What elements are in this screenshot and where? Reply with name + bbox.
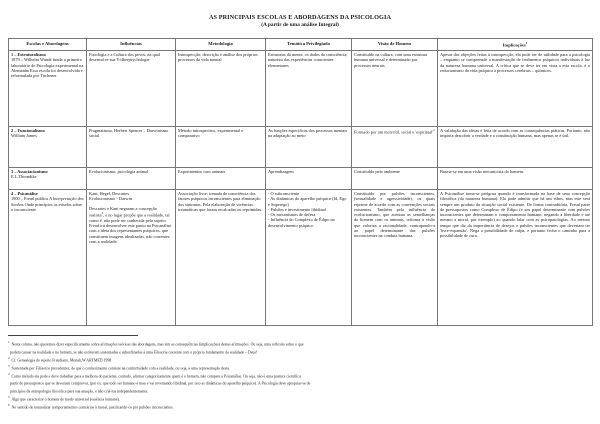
- vision-text-b: material: [384, 129, 400, 135]
- footnote-text: No sentido de naturalizar comportamentos contrários à moral, justificando-os por pulsões inconscientes.: [11, 405, 174, 410]
- header-methodology: Metodologia: [176, 39, 266, 51]
- influences-text-1: Kant, Hegel, Descartes: [89, 191, 130, 196]
- footnote: [8, 372, 592, 380]
- footnote-number: 1: [8, 340, 10, 344]
- theme-item: - Pulsões e investimento libidinal: [268, 206, 326, 212]
- footnote-text: princípios da antropologia filosófica para sua atuação, e não criá-los independentemente.: [10, 389, 149, 394]
- footnote-ref: 2: [433, 128, 435, 132]
- influences-text-3: , e no lugar propõe que a realidade, tal como é, não pode ser conhecida pelo sujeito. Freud irá desenvolver este ponto na Psicanálise com a ideia dos representantes psíquicos, que constituem imagens idealizadas, não correntes com a realidade.: [89, 212, 172, 244]
- school-cell: [9, 190, 87, 326]
- influences-text-2a: Descartes e Kant negaram a concepção realista: [89, 205, 157, 218]
- vision-cell: Constituído por pulsões inconscientes, (sexualidade e agressividade), os quais reprime de acordo com as convenções sociais existentes. Também pela influência do evolucionismo, que acentua as semelhanças do homem com os animais, reforma à visão que valoriza a racionalidade, contrapondo-a ao papel determinante das pulsões inconscientes na conduta humana.: [352, 190, 438, 326]
- footnote: [8, 364, 592, 372]
- footnote-text: podem causar na realidade e no homem, se não estiverem sustentadas e subordinadas à uma Filosofia coerente com o próprio fundamento da realidade – Deus!: [10, 350, 258, 355]
- footnote-divider: [8, 335, 138, 336]
- school-name: 4 – Psicanálise: [11, 191, 38, 196]
- school-name: 3 – Associacionismo: [11, 169, 48, 174]
- school-description: E.L.Thorndike: [11, 174, 37, 180]
- vision-cell: Constituído pelo ambiente: [352, 168, 438, 190]
- header-implications: [438, 39, 593, 51]
- footnote-number: 4: [8, 371, 10, 376]
- footnote-number: 2: [8, 355, 10, 360]
- theme-cell: Estruturas da mente, os dados da consciência; natureza das experiências conscientes elementares: [266, 51, 352, 127]
- psychology-schools-table: [8, 38, 593, 326]
- school-text-a: 1900 – Freud publica: [11, 196, 50, 202]
- methodology-cell: Introspecção; descrição e análise dos próprios processos da vida mental: [176, 51, 266, 127]
- influences-cell: [87, 190, 176, 326]
- footnote: [8, 403, 592, 411]
- school-name: 1 – Estruturalismo: [11, 52, 46, 57]
- influences-cell: Pragmatismo, Herbert Spencer – Darwinismo social: [87, 127, 176, 168]
- methodology-cell: Associação livre; tomada de consciência dos fatores psíquicos inconscientes para eliminação dos sintomas. Pela elaboração de vivências traumáticas que foram recalcadas ou reprimidas.: [176, 190, 266, 326]
- table-row: [9, 127, 593, 168]
- footnote-number: 6: [8, 403, 10, 408]
- school-description: 1879 – Wilhelm Wundt funda o primeiro laboratório de Psicologia experimental na Alemanha Essa escola foi desenvolvida e reformulada por Titchener: [11, 57, 84, 79]
- table-row: [9, 190, 593, 326]
- document-subtitle: (A partir de uma análise Integral): [261, 22, 339, 28]
- school-text-b: A Interpretação dos Sonhos: [11, 196, 84, 207]
- theme-item: - As dinâmicas do aparelho psíquico (Id, Ego e Superego): [268, 196, 347, 207]
- footnote-number: 5: [8, 395, 10, 400]
- footnote: [8, 379, 592, 387]
- theme-item: - Influência do Complexo de Édipo no desenvolvimento psíquico: [268, 217, 335, 228]
- footnote: [8, 356, 592, 364]
- methodology-cell: Método introspectivo, experimental e comparativo: [176, 127, 266, 168]
- school-text-c: Onde princípios os estudos sobre o inconsciente: [11, 201, 83, 212]
- header-theme: Temática Privilegiada: [266, 39, 352, 51]
- implications-cell: Apesar das objeções feitas à introspecção, ela pode ser de utilidade para a psicologia – enquanto se compreende a manifestação de fenômenos psíquicos individuais à luz da natureza humana universal. A crítica que se deve ter em vista a esta escola, é o reducionismo da vida psíquica à processos cerebrais – químicos.: [438, 51, 593, 127]
- footnote-text: Como método ela pode e deve trabalhar para a melhora do paciente, contudo, afirmar categoricamente quem é o homem, não compete à Psicanálise. Ou seja, não é uma postura científica: [11, 373, 301, 378]
- school-description: William James: [11, 133, 37, 139]
- footnotes: [8, 340, 592, 411]
- vision-cell: [352, 127, 438, 168]
- table-header-row: [9, 39, 593, 51]
- footnote: [8, 348, 592, 356]
- theme-item: - Os mecanismos de defesa: [268, 212, 316, 218]
- vision-text-a: Formado por um: [354, 129, 385, 135]
- footnote-text: Nesta coluna, não queremos dizer especificamente sobre afirmações teóricas das abordagens, mas sim as consequências (implicações) destas afirmações. Ou seja, uma reflexão sobre o que: [11, 342, 304, 347]
- header-implications-label: Implicações: [502, 42, 526, 48]
- footnote-text: Algo que caracterize o homem de modo universal (essência humana).: [11, 397, 120, 402]
- footnote-text: partir de pressupostos que se deveriam comprovar, (por ex. que todo ser humano é mau e vai inventando libidinal, por isso as dinâmicas do aparelho psíquico). A Psicologia deve apropriar-se de: [10, 381, 311, 386]
- school-name: 2 – Funcionalismo: [11, 128, 45, 133]
- table-row: [9, 51, 593, 127]
- footnote: [8, 395, 592, 403]
- theme-cell: As funções específicas dos processos mentais na adaptação ao meio: [266, 127, 352, 168]
- vision-cell: Constituído na cultura, com uma estrutura humana universal e determinado por processos neurais: [352, 51, 438, 127]
- theme-cell: [266, 190, 352, 326]
- implications-cell: A Psicanálise toma-se perigosa quando é transformada na base de uma concepção filosófica (da natureza humana). Ela pode admitir que há um ethos, mas este será sempre um produto da situação social existente. De forma contraditória, Freud parte de pressupostos como Complexo de Édipo (e seu papel determinante com pulsões inconscientes que determinam o comportamento humano, negando a liberdade e até mesmo a moral, por exemplo) ao quando falar com as psicopatologias. Ao mesmo tempo que diz da importância de desejos e pulsões inconscientes que deveriam ter 'livre-expansão'. Nega a possibilidade de culpa, e portanto fecha o caminho para a possibilidade de cura.: [438, 190, 593, 326]
- implications-cell: Baseia-se em uma visão mecanicista do homem.: [438, 168, 593, 190]
- methodology-cell: Experimentos com animais: [176, 168, 266, 190]
- theme-cell: Aprendizagem: [266, 168, 352, 190]
- influences-text-1b: Evolucionismo - Darwin: [89, 196, 132, 202]
- school-cell: [9, 51, 87, 127]
- header-influences: Influências: [87, 39, 176, 51]
- footnote-ref: 3: [101, 210, 104, 215]
- implications-cell: A validação das ideias é feita de acordo com as consequências práticas. Portanto, não importa descobrir a verdade e a constituição humana, mas apenas se é útil.: [438, 127, 593, 168]
- footnote-text: Cf. Genealogia do sujeito Freudiano, Monah,W ARTMED 1998: [11, 358, 112, 363]
- table-row: [9, 168, 593, 190]
- influences-cell: Evolucionismo, psicologia animal: [87, 168, 176, 190]
- footnote: [8, 387, 592, 395]
- vision-text-c: , social e 'espiritual': [399, 129, 434, 135]
- footnote-ref: 1: [525, 40, 528, 45]
- school-cell: [9, 127, 87, 168]
- footnote-number: 3: [8, 363, 10, 368]
- influences-cell: Fisiologia e a Cultura dos povos, na qual desenvolve sua Völkerpsychologie: [87, 51, 176, 127]
- school-cell: [9, 168, 87, 190]
- footnote: [8, 340, 592, 348]
- theme-item: - O subconsciente: [268, 191, 300, 196]
- footnote-text: Sustentada por Filósofos precedentes, de que o conhecimento consiste na conformidade com a realidade, ou seja, a uma representação desta.: [11, 365, 231, 370]
- header-schools: Escolas e Abordagens: [9, 39, 87, 51]
- header-vision: Visão de Homem: [352, 39, 438, 51]
- document-title: AS PRINCIPAIS ESCOLAS E ABORDAGENS DA PSICOLOGIA: [208, 14, 392, 21]
- influences-text-2: [89, 206, 173, 245]
